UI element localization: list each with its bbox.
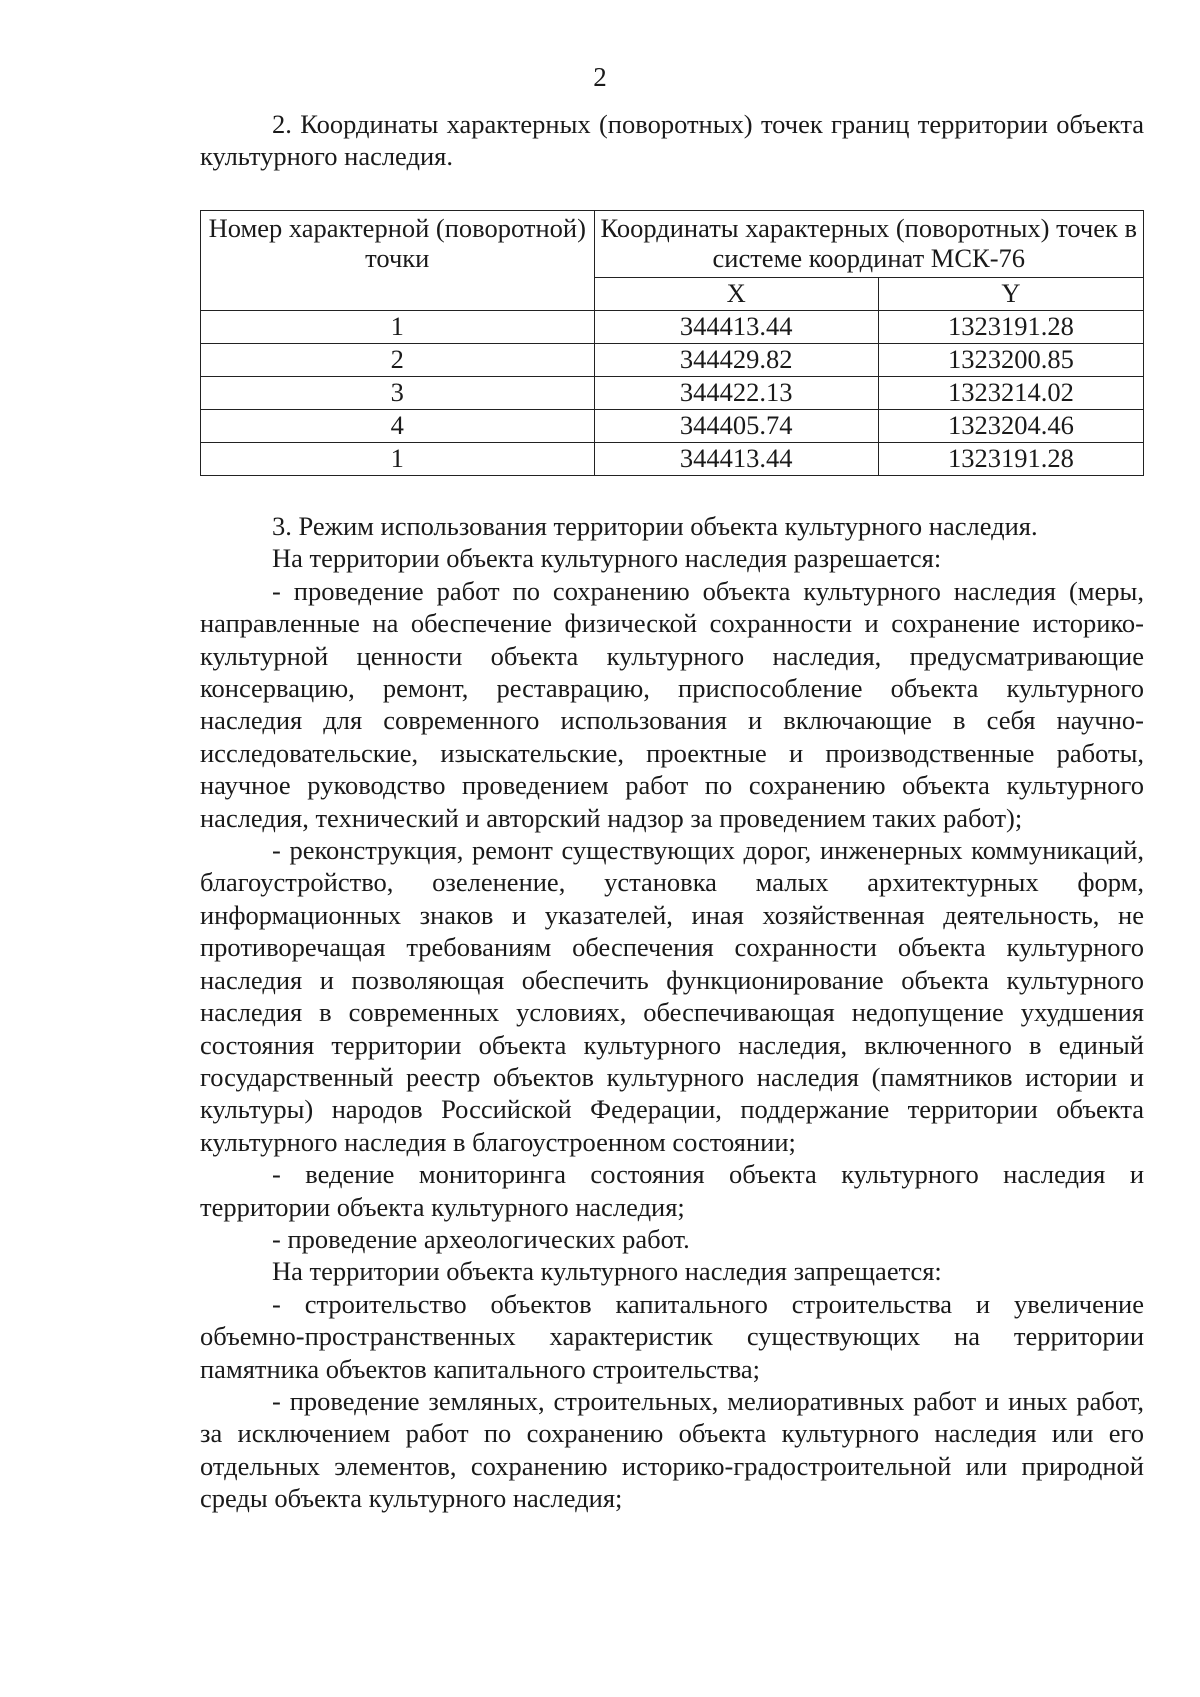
table-row (201, 311, 1144, 344)
table-row (201, 344, 1144, 377)
x-cell: 344413.44 (594, 443, 878, 476)
point-cell: 1 (201, 443, 595, 476)
allowed-intro: На территории объекта культурного наследия разрешается: (272, 543, 942, 574)
point-cell: 4 (201, 410, 595, 443)
y-cell: 1323191.28 (878, 443, 1143, 476)
coordinates-table (200, 210, 1144, 476)
table-row (201, 377, 1144, 410)
section-2 (200, 108, 1144, 173)
header-coordinates: Координаты характерных (поворотных) точек в системе координат МСК-76 (594, 211, 1143, 278)
section-3-heading: 3. Режим использования территории объекта культурного наследия. (272, 511, 1038, 541)
table-header-row (201, 211, 1144, 278)
x-cell: 344405.74 (594, 410, 878, 443)
x-cell: 344429.82 (594, 344, 878, 377)
section-3 (200, 510, 1144, 1515)
y-cell: 1323214.02 (878, 377, 1143, 410)
point-cell: 3 (201, 377, 595, 410)
x-cell: 344422.13 (594, 377, 878, 410)
prohibited-item-construction: - строительство объектов капитального строительства и увеличение объемно-пространственных характеристик существующих на территории памятника объектов капитального строительства; (200, 1288, 1144, 1384)
table-row (201, 410, 1144, 443)
allowed-item-archaeology: - проведение археологических работ. (272, 1223, 690, 1254)
x-cell: 344413.44 (594, 311, 878, 344)
header-x: X (594, 278, 878, 311)
y-cell: 1323200.85 (878, 344, 1143, 377)
y-cell: 1323191.28 (878, 311, 1143, 344)
allowed-item-reconstruction: - реконструкция, ремонт существующих дорог, инженерных коммуникаций, благоустройство, озеленение, установка малых архитектурных форм, информационных знаков и указателей, иная хозяйственная деятельность, не противоречащая требованиям обеспечения сохранности объекта культурного наследия и позволяющая обеспечить функционирование объекта культурного наследия в современных условиях, обеспечивающая недопущение ухудшения состояния территории объекта культурного наследия, включенного в единый государственный реестр объектов культурного наследия (памятников истории и культуры) народов Российской Федерации, поддержание территории объекта культурного наследия в благоустроенном состоянии; (200, 835, 1144, 1157)
header-point-number: Номер характерной (поворотной) точки (201, 211, 595, 311)
y-cell: 1323204.46 (878, 410, 1143, 443)
point-cell: 1 (201, 311, 595, 344)
allowed-item-monitoring: - ведение мониторинга состояния объекта культурного наследия и территории объекта культурного наследия; (200, 1159, 1144, 1222)
header-y: Y (878, 278, 1143, 311)
allowed-item-preservation: - проведение работ по сохранению объекта культурного наследия (меры, направленные на обеспечение физической сохранности и сохранение историко-культурной ценности объекта культурного наследия, предусматривающие консервацию, ремонт, реставрацию, приспособление объекта культурного наследия для современного использования и включающие в себя научно-исследовательские, изыскательские, проектные и производственные работы, научное руководство проведением работ по сохранению объекта культурного наследия, технический и авторский надзор за проведением таких работ); (200, 575, 1144, 833)
prohibited-intro: На территории объекта культурного наследия запрещается: (272, 1256, 942, 1287)
section-2-paragraph: 2. Координаты характерных (поворотных) точек границ территории объекта культурного наследия. (200, 109, 1144, 172)
point-cell: 2 (201, 344, 595, 377)
table-row (201, 443, 1144, 476)
prohibited-item-earthworks: - проведение земляных, строительных, мелиоративных работ и иных работ, за исключением работ по сохранению объекта культурного наследия или его отдельных элементов, сохранению историко-градостроительной или природной среды объекта культурного наследия; (200, 1385, 1144, 1514)
page-number: 2 (593, 62, 607, 92)
